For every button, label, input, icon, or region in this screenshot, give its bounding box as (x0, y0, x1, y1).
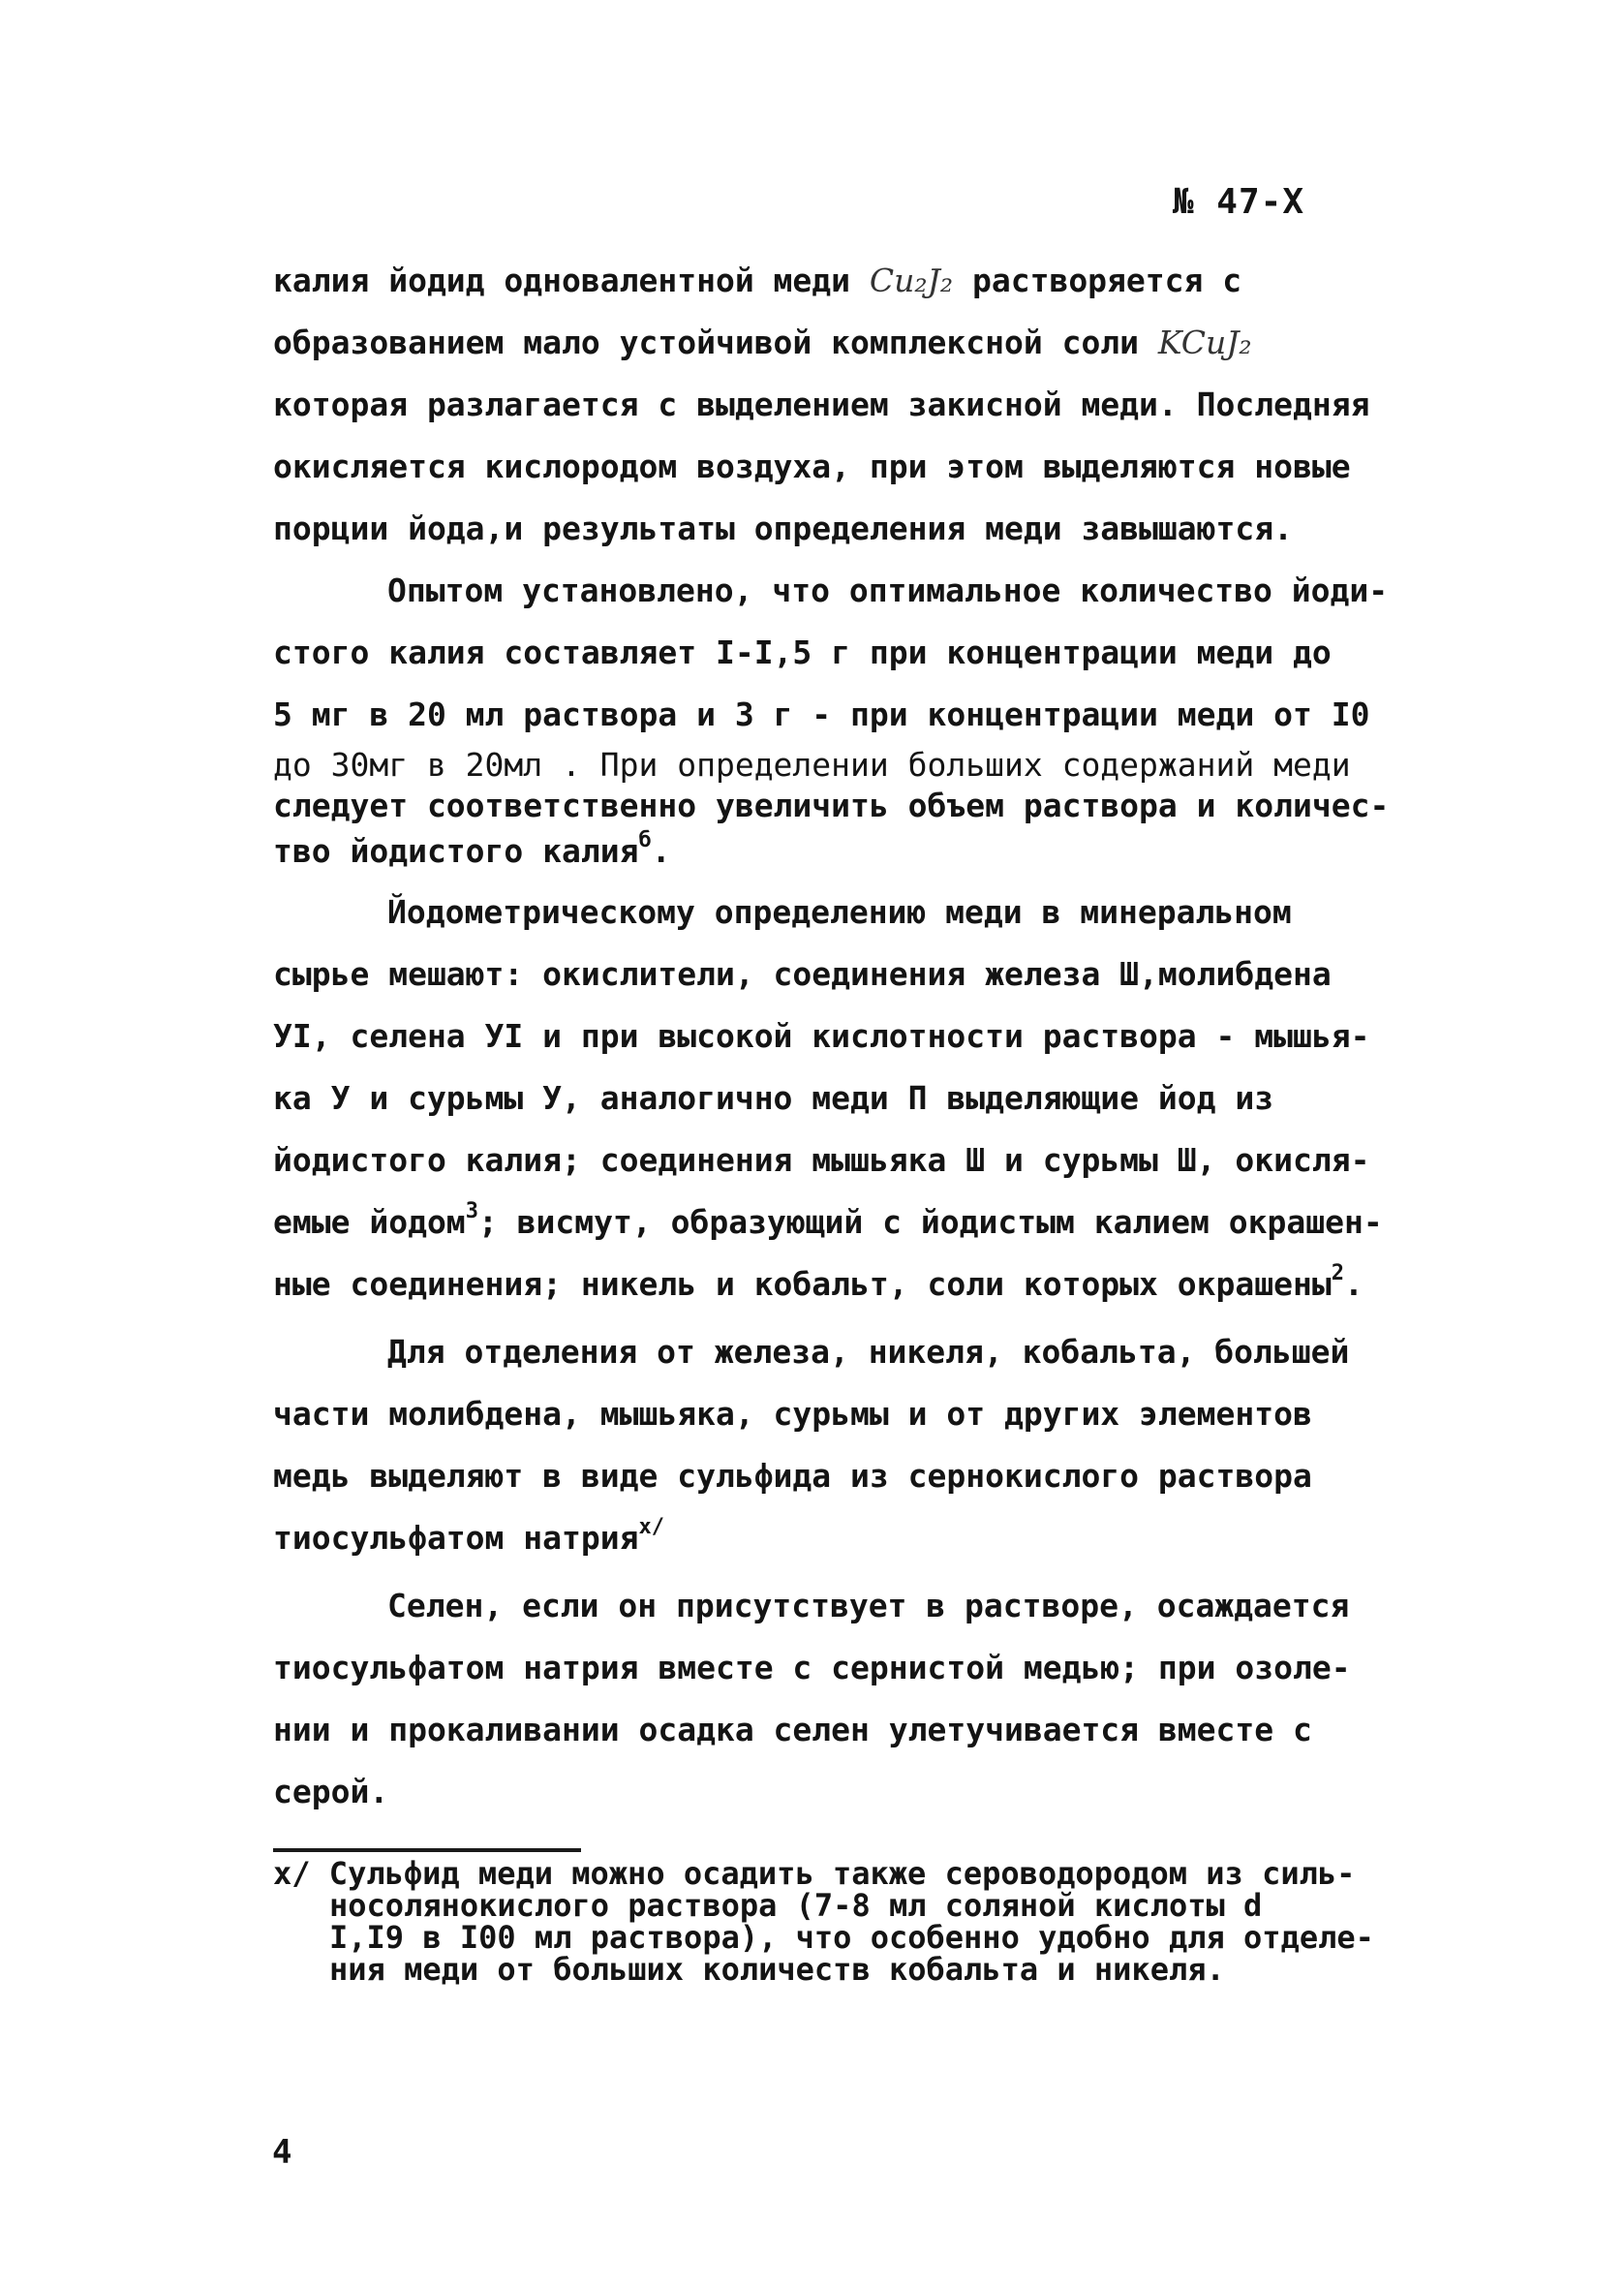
text-line: образованием мало устойчивой комплексной соли KCuJ₂ (273, 324, 1252, 361)
text-line: нии и прокаливании осадка селен улетучивается вместе с (273, 1711, 1312, 1748)
reference-superscript: б (638, 828, 652, 852)
formula: Cu₂J₂ (869, 262, 954, 299)
text-line: серой. (273, 1773, 389, 1810)
text-line: стого калия составляет I-I,5 г при концентрации меди до (273, 634, 1332, 671)
footnote-line: I,I9 в I00 мл раствора), что особенно удобно для отделе- (329, 1919, 1374, 1956)
text-line: УI, селена УI и при высокой кислотности раствора - мышья- (273, 1017, 1370, 1055)
text-line: порции йода,и результаты определения меди завышаются. (273, 510, 1293, 547)
text-line: йодистого калия; соединения мышьяка Ш и сурьмы Ш, окисля- (273, 1141, 1370, 1179)
text-line: следует соответственно увеличить объем раствора и количес- (273, 787, 1390, 824)
text-line: медь выделяют в виде сульфида из сернокислого раствора (273, 1457, 1312, 1495)
document-number: № 47-Х (1172, 182, 1304, 222)
text-line: окисляется кислородом воздуха, при этом выделяются новые (273, 448, 1351, 485)
main-text (273, 250, 1390, 1823)
reference-superscript: 2 (1331, 1261, 1344, 1285)
text-line: которая разлагается с выделением закисной меди. Последняя (273, 386, 1370, 423)
text-line: тиосульфатом натрия$^{х/}$ (273, 1515, 664, 1557)
footnote-marker: х/ (638, 1515, 664, 1539)
text-line: тво йодистого калия$^б$. (273, 828, 671, 870)
formula: KCuJ₂ (1157, 324, 1252, 361)
footnote-line: ния меди от больших количеств кобальта и никеля. (329, 1951, 1225, 1988)
text-line: ные соединения; никель и кобальт, соли которых окрашены$^2$. (273, 1261, 1364, 1303)
text-line: части молибдена, мышьяка, сурьмы и от других элементов (273, 1395, 1312, 1433)
footnote-divider (273, 1848, 581, 1852)
text-line: сырье мешают: окислители, соединения железа Ш,молибдена (273, 955, 1332, 993)
text-line: до 30мг в 20мл . При определении больших содержаний меди (273, 746, 1351, 784)
footnote (273, 1855, 1396, 1988)
paragraph-start-line: Йодометрическому определению меди в минеральном (387, 893, 1292, 931)
text-line: тиосульфатом натрия вместе с сернистой медью; при озоле- (273, 1649, 1351, 1686)
paragraph-start-line: Опытом установлено, что оптимальное количество йоди- (387, 572, 1389, 609)
text-line: емые йодом$^3$; висмут, образующий с йодистым калием окрашен- (273, 1199, 1383, 1241)
text-line: ка У и сурьмы У, аналогично меди П выделяющие йод из (273, 1079, 1274, 1117)
text-line: 5 мг в 20 мл раствора и 3 г - при концентрации меди от I0 (273, 696, 1370, 733)
paragraph-start-line: Селен, если он присутствует в растворе, осаждается (387, 1587, 1350, 1624)
page-number: 4 (272, 2133, 292, 2172)
reference-superscript: 3 (465, 1199, 478, 1223)
paragraph-start-line: Для отделения от железа, никеля, кобальта, большей (387, 1333, 1350, 1371)
footnote-line: х/ Сульфид меди можно осадить также сероводородом из силь- (273, 1855, 1356, 1892)
text-line: калия йодид одновалентной меди Cu₂J₂ растворяется с (273, 262, 1242, 299)
footnote-line: носолянокислого раствора (7-8 мл соляной кислоты d (329, 1887, 1263, 1924)
